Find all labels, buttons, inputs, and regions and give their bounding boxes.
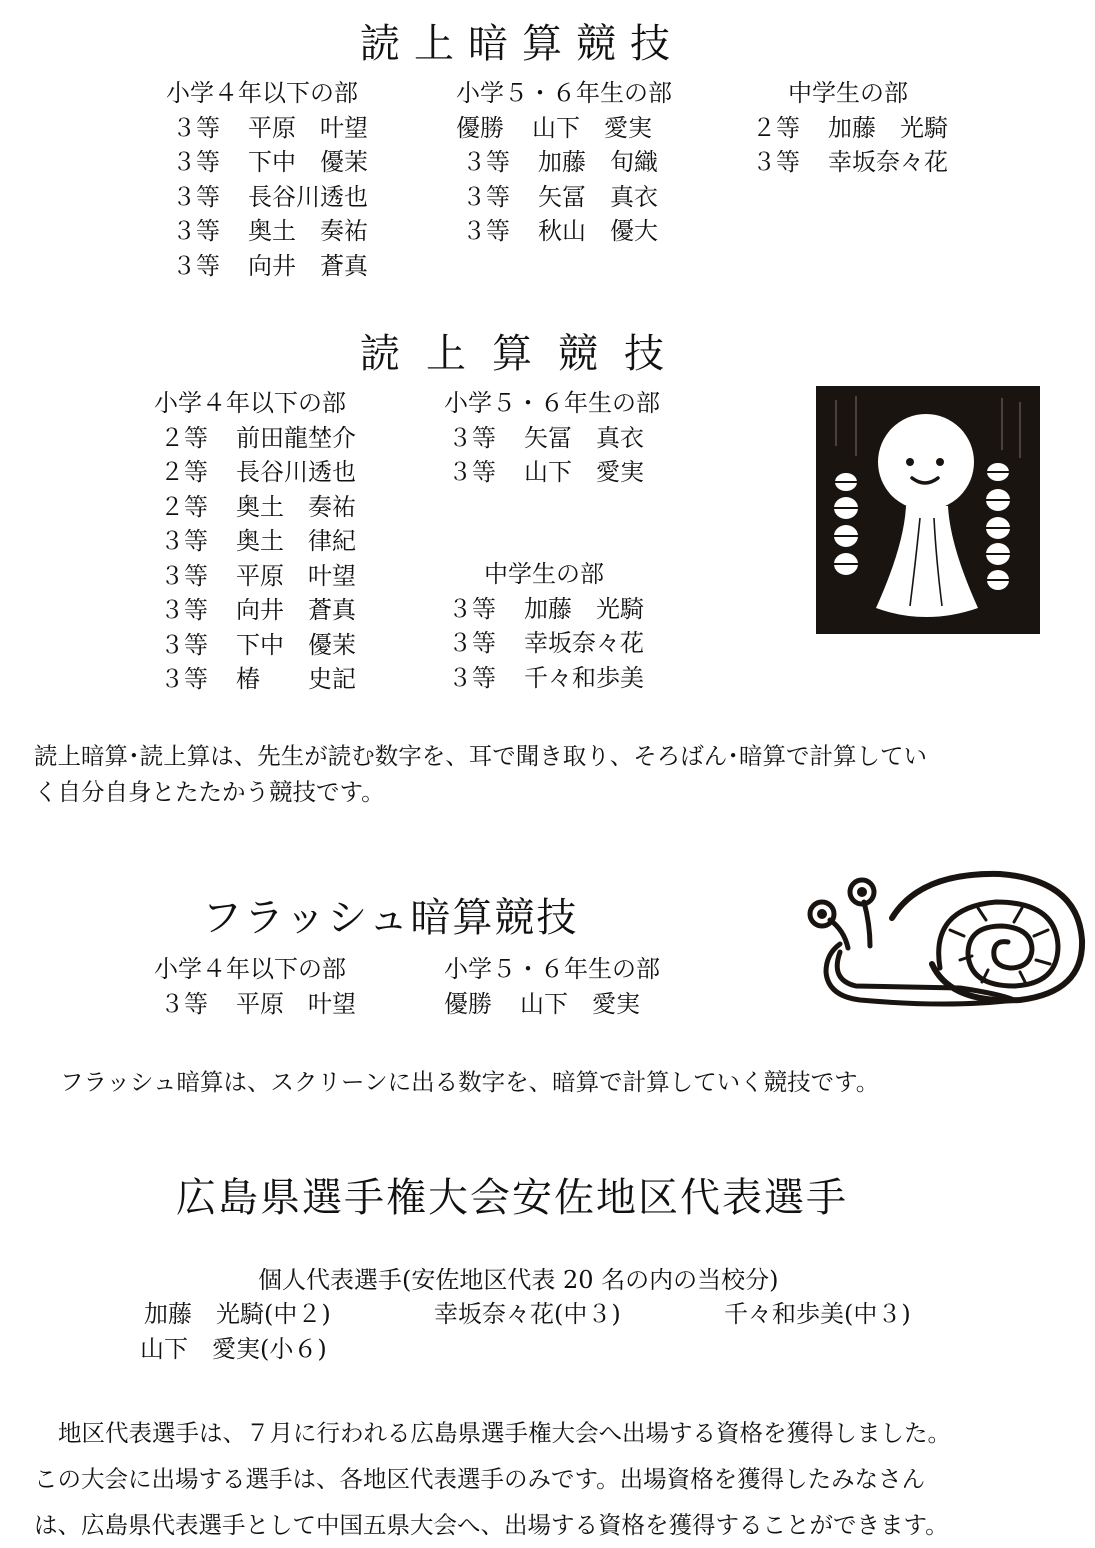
column-heading: 小学５・６年生の部: [456, 79, 672, 107]
result-row: [154, 524, 356, 559]
student-name: 千々和歩美: [524, 663, 644, 692]
description-line: この大会に出場する選手は、各地区代表選手のみです。出場資格を獲得したみなさん: [34, 1465, 926, 1493]
result-row: [154, 455, 356, 490]
representative-item: 山下 愛実(小６): [140, 1335, 327, 1363]
rank: ２等: [160, 492, 208, 521]
result-row: [444, 987, 660, 1022]
result-row: [456, 111, 672, 146]
result-row: [154, 628, 356, 663]
result-row: [166, 249, 368, 284]
student-name: 加藤 光騎: [524, 594, 644, 623]
student-name: 加藤 旬織: [538, 148, 658, 176]
description-line: 読上暗算･読上算は、先生が読む数字を、耳で聞き取り、そろばん･暗算で計算してい: [34, 742, 927, 770]
result-row: [456, 214, 672, 249]
results-column-elementary-4: [154, 386, 356, 697]
rank: ３等: [172, 217, 220, 245]
representative-item: 千々和歩美(中３): [724, 1300, 911, 1328]
rank: ３等: [160, 665, 208, 693]
rank: ３等: [462, 217, 510, 245]
rank: 優勝: [456, 113, 504, 142]
rank: ２等: [160, 423, 208, 452]
section-title-flash-anzan: フラッシュ暗算競技: [202, 895, 579, 941]
representative-item: 加藤 光騎(中２): [144, 1300, 331, 1328]
rank: ３等: [160, 989, 208, 1018]
column-heading: 小学４年以下の部: [154, 955, 346, 983]
rank: ３等: [752, 148, 800, 176]
results-column-elementary-5-6: [444, 952, 660, 1021]
result-row: [752, 145, 948, 180]
rank: ３等: [160, 561, 208, 590]
rank: ３等: [448, 423, 496, 452]
teru-teru-bozu-icon: [816, 386, 1040, 634]
rank: ３等: [448, 629, 496, 657]
results-column-elementary-5-6: [456, 76, 672, 249]
student-name: 平原 叶望: [248, 113, 368, 142]
student-name: 向井 蒼真: [236, 596, 356, 624]
result-row: [166, 180, 368, 215]
rank: 優勝: [444, 989, 492, 1018]
column-heading: 中学生の部: [788, 79, 908, 107]
student-name: 山下 愛実: [520, 989, 640, 1018]
student-name: 下中 優茉: [248, 148, 368, 176]
result-row: [154, 987, 356, 1022]
rank: ３等: [448, 458, 496, 486]
student-name: 山下 愛実: [532, 113, 652, 142]
results-column-junior-high: [448, 557, 644, 695]
student-name: 前田龍埜介: [236, 423, 356, 452]
result-row: [154, 593, 356, 628]
result-row: [166, 111, 368, 146]
result-row: [154, 490, 356, 525]
results-column-junior-high: [752, 76, 948, 180]
rank: ３等: [160, 596, 208, 624]
rank: ３等: [462, 148, 510, 176]
student-name: 奥土 奏祐: [236, 492, 356, 521]
rank: ２等: [752, 113, 800, 142]
student-name: 秋山 優大: [538, 217, 658, 245]
rank: ３等: [462, 182, 510, 211]
results-column-elementary-4: [166, 76, 368, 283]
result-row: [456, 145, 672, 180]
student-name: 向井 蒼真: [248, 251, 368, 280]
student-name: 長谷川透也: [236, 458, 356, 486]
result-row: [444, 421, 660, 456]
description-line: フラッシュ暗算は、スクリーンに出る数字を、暗算で計算していく競技です。: [60, 1068, 880, 1096]
student-name: 下中 優茉: [236, 630, 356, 659]
results-column-elementary-5-6: [444, 386, 660, 490]
section-title-representatives: 広島県選手権大会安佐地区代表選手: [176, 1175, 848, 1221]
description-flash: [60, 1064, 879, 1100]
student-name: 矢冨 真衣: [524, 423, 644, 452]
section-title-yomiage-zan: 読上算競技: [360, 331, 690, 377]
result-row: [154, 662, 356, 697]
representative-item: 幸坂奈々花(中３): [434, 1300, 621, 1328]
results-column-elementary-4: [154, 952, 356, 1021]
rank: ３等: [160, 630, 208, 659]
student-name: 山下 愛実: [524, 458, 644, 486]
student-name: 幸坂奈々花: [524, 629, 644, 657]
description-line: は、広島県代表選手として中国五県大会へ、出場する資格を獲得することができます。: [34, 1511, 949, 1539]
description-line: く自分自身とたたかう競技です。: [34, 778, 385, 806]
column-heading: 小学５・６年生の部: [444, 389, 660, 417]
student-name: 長谷川透也: [248, 182, 368, 211]
rank: ３等: [160, 527, 208, 555]
section-title-yomiage-anzan: 読上暗算競技: [360, 21, 684, 67]
rank: ３等: [172, 251, 220, 280]
student-name: 平原 叶望: [236, 561, 356, 590]
description-yomiage: [34, 738, 927, 810]
snail-icon: [800, 868, 1088, 1010]
student-name: 平原 叶望: [236, 989, 356, 1018]
result-row: [752, 111, 948, 146]
description-line: 地区代表選手は、７月に行われる広島県選手権大会へ出場する資格を獲得しました。: [58, 1419, 951, 1447]
rank: ２等: [160, 458, 208, 486]
column-heading: 小学５・６年生の部: [444, 955, 660, 983]
rank: ３等: [448, 594, 496, 623]
column-heading: 小学４年以下の部: [154, 389, 346, 417]
student-name: 加藤 光騎: [828, 113, 948, 142]
result-row: [448, 626, 644, 661]
result-row: [166, 145, 368, 180]
result-row: [448, 592, 644, 627]
result-row: [444, 455, 660, 490]
student-name: 矢冨 真衣: [538, 182, 658, 211]
result-row: [166, 214, 368, 249]
result-row: [154, 559, 356, 594]
student-name: 奥土 奏祐: [248, 217, 368, 245]
result-row: [456, 180, 672, 215]
column-heading: 中学生の部: [484, 560, 604, 588]
rank: ３等: [172, 182, 220, 211]
student-name: 幸坂奈々花: [828, 148, 948, 176]
result-row: [154, 421, 356, 456]
representatives-subheading: 個人代表選手(安佐地区代表 20 名の内の当校分): [258, 1266, 779, 1294]
result-row: [448, 661, 644, 696]
student-name: 奥土 律紀: [236, 527, 356, 555]
student-name: 椿 史記: [236, 665, 356, 693]
rank: ３等: [172, 148, 220, 176]
rank: ３等: [172, 113, 220, 142]
description-representatives: [34, 1410, 951, 1548]
rank: ３等: [448, 663, 496, 692]
column-heading: 小学４年以下の部: [166, 79, 358, 107]
